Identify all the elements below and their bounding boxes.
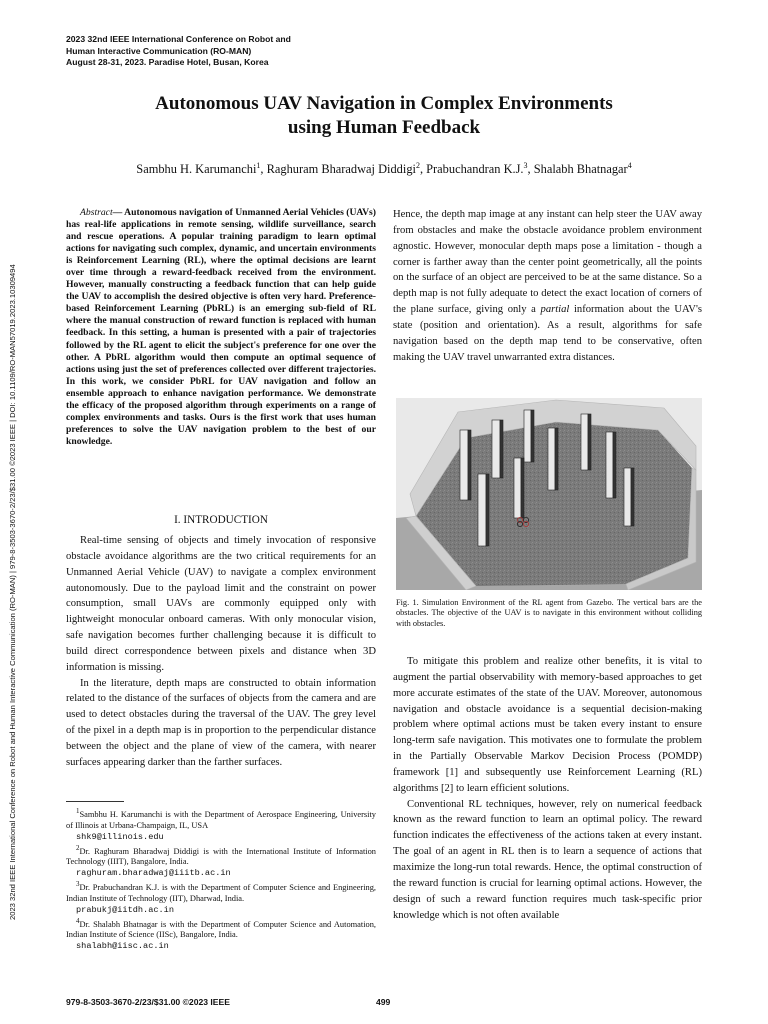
obstacle-bar <box>581 414 588 470</box>
footnote: $^2$Dr. Raghuram Bharadwaj Diddigi is with the International Institute of Information Technology (IIIT), Bangalore, India. raghuram.bharadwaj@iiitb.ac.in <box>66 843 376 879</box>
obstacle-bar <box>514 458 521 518</box>
abstract-label: Abstract <box>80 207 113 218</box>
paragraph: In the literature, depth maps are constructed to obtain information related to the distance of the surfaces of objects from the camera and are used to detect obstacles during the traversal of the UAV. The grey level of the pixel in a depth map is in proportion to the perpendicular distance between the object and the plane of view of the camera, with nearer surfaces appearing darker than the farther surfaces. <box>66 677 376 768</box>
obstacle-bar <box>460 430 468 500</box>
author-list: Sambhu H. Karumanchi$^1$, Raghuram Bharadwaj Diddigi$^2$, Prabuchandran K.J.$^3$, Shalabh Bhatnagar$^4$ <box>136 161 632 177</box>
figure-caption: Fig. 1. Simulation Environment of the RL agent from Gazebo. The vertical bars are the obstacles. The objective of the UAV is to navigate in this environment without colliding with obstacles. <box>396 598 702 628</box>
obstacle-bar <box>548 428 555 490</box>
paragraph: Real-time sensing of objects and timely invocation of responsive obstacle avoidance algorithms are the two critical requirements for an Unmanned Aerial Vehicle (UAV) to navigate a complex environment autonomously. Due to the payload limit and the constraint on power consumption, small UAVs are commonly equipped only with lightweight monocular onboard cameras. With only monocular vision, safe navigation becomes further challenging because it is difficult to build direct correspondence between pixels and distance when 3D information is missing. <box>66 535 376 673</box>
footnote-rule <box>66 801 124 802</box>
conference-header <box>66 34 291 69</box>
emphasis: partial <box>540 304 570 316</box>
obstacle-bar <box>492 420 500 478</box>
obstacle-bar <box>624 468 631 526</box>
footnotes <box>66 806 376 952</box>
author-name: Raghuram Bharadwaj Diddigi <box>266 162 416 177</box>
footnote: $^4$Dr. Shalabh Bhatnagar is with the Department of Computer Science and Automation, Indian Institute of Science (IISc), Bangalore, India. shalabh@iisc.ac.in <box>66 916 376 952</box>
figure-simulation-environment <box>396 398 702 590</box>
sidebar-text: 2023 32nd IEEE International Conference on Robot and Human Interactive Communication (RO-MAN) | 979-8-3503-3670-2/23/$31.00 ©2023 IEEE | DOI: 10.1109/RO-MAN57019.2023.10309494 <box>8 264 17 920</box>
author-sup: 3 <box>523 161 528 170</box>
section-heading: I. INTRODUCTION <box>174 514 268 526</box>
abstract <box>66 207 376 448</box>
author-sup: 4 <box>627 161 632 170</box>
paragraph: To mitigate this problem and realize other benefits, it is vital to augment the partial observability with memory-based approaches to get more accurate estimates of the state of the UAV. Moreover, autonomous navigation and obstacle avoidance is a sequential decision-making problem where optimal actions must be taken every instant to ensure long-term safe navigation. This motivates one to formulate the problem in the Partially Observable Markov Decision Process (POMDP) framework [1] and subsequently use Reinforcement Learning (RL) algorithms [2] to learn efficient solutions. <box>393 656 702 794</box>
abstract-dash: — <box>112 207 123 218</box>
author-name: Sambhu H. Karumanchi <box>136 162 257 177</box>
right-column-bottom <box>393 654 702 923</box>
title-line: Autonomous UAV Navigation in Complex Environments <box>155 93 613 114</box>
footnote-email: shk9@illinois.edu <box>76 831 164 842</box>
obstacle-bar <box>524 410 531 462</box>
author-sup: 1 <box>256 161 261 170</box>
obstacle-bar <box>478 474 486 546</box>
obstacle-bar <box>606 432 613 498</box>
conference-line: Human Interactive Communication (RO-MAN) <box>66 45 252 56</box>
footnote: $^3$Dr. Prabuchandran K.J. is with the Department of Computer Science and Engineering, Indian Institute of Technology (IIT), Dharwad, India. prabukj@iitdh.ac.in <box>66 880 376 915</box>
page-number: 499 <box>376 997 391 1007</box>
footnote-email: raghuram.bharadwaj@iiitb.ac.in <box>76 868 231 879</box>
right-column-top <box>393 207 702 365</box>
paper-title <box>66 92 702 140</box>
doi-sidebar <box>6 100 20 920</box>
abstract-text: Autonomous navigation of Unmanned Aerial Vehicles (UAVs) has real-life applications in remote sensing, wildlife surveillance, search and rescue operations. A popular training paradigm to learn optimal actions for navigating such complex, dynamic, and uncertain environments is Reinforcement Learning (RL), where the optimal decisions are learnt over time through a reward-feedback received from the environment. However, manually constructing a feedback function that can help guide the UAV to accomplish the desired objective is often very hard. Preference-based Reinforcement Learning (PbRL) is an emerging sub-field of RL where the manual construction of reward function is replaced with human feedback. In this setting, a human is presented with a pair of trajectories followed by the RL agent to elicit the subject's preference for one over the other. A PbRL algorithm would then compute an optimal sequence of actions using just the set of preferences collected over different trajectories. In this work, we consider PbRL for UAV navigation and follow an ensemble approach to enhance navigation performance. We demonstrate the efficacy of the proposed algorithm through experiments on a range of complex environments and tasks. Ours is the first work that uses human preferences to solve the UAV navigation problem to the best of our knowledge. <box>66 207 377 447</box>
conference-line: 2023 32nd IEEE International Conference on Robot and <box>66 34 291 44</box>
footnote-email: shalabh@iisc.ac.in <box>76 941 169 952</box>
conference-line: August 28-31, 2023. Paradise Hotel, Busan, Korea <box>66 57 269 67</box>
paragraph: Conventional RL techniques, however, rely on numerical feedback known as the reward function to learn an optimal policy. The reward function indicates the effectiveness of the actions taken at every instant. The goal of an agent in RL then is to learn a sequence of actions that maximize the long-run total rewards. Hence, the optimal construction of the reward function is crucial for learning optimal actions. However, the design of such a reward function requires much task-specific prior knowledge which is not often available <box>393 798 702 921</box>
footnote-email: prabukj@iitdh.ac.in <box>76 904 174 915</box>
left-column-body <box>66 533 376 771</box>
author-name: Shalabh Bhatnagar <box>533 162 628 177</box>
title-line: using Human Feedback <box>287 117 481 138</box>
footer-isbn: 979-8-3503-3670-2/23/$31.00 ©2023 IEEE <box>66 997 231 1007</box>
footnote: $^1$Sambhu H. Karumanchi is with the Department of Aerospace Engineering, University of Illinois at Urbana-Champaign, IL, USA shk9@illinois.edu <box>66 807 376 842</box>
author-name: Prabuchandran K.J. <box>426 162 524 177</box>
author-sup: 2 <box>415 161 420 170</box>
paragraph: Hence, the depth map image at any instant can help steer the UAV away from obstacles and make the obstacle avoidance problem environment agnostic. However, monocular depth maps pose a limitation - though a corner is farther away than the center point geometrically, all the points on the surface of an object are perceived to be at the same distance. So a depth map is not fully adequate to detect the exact location of corners of the plane surface, giving only a partial information about the UAV's state (position and orientation). As a result, algorithms for safe navigation based on the depth map tend to be conservative, often making the UAV travel unwarranted extra distances. <box>393 209 702 363</box>
